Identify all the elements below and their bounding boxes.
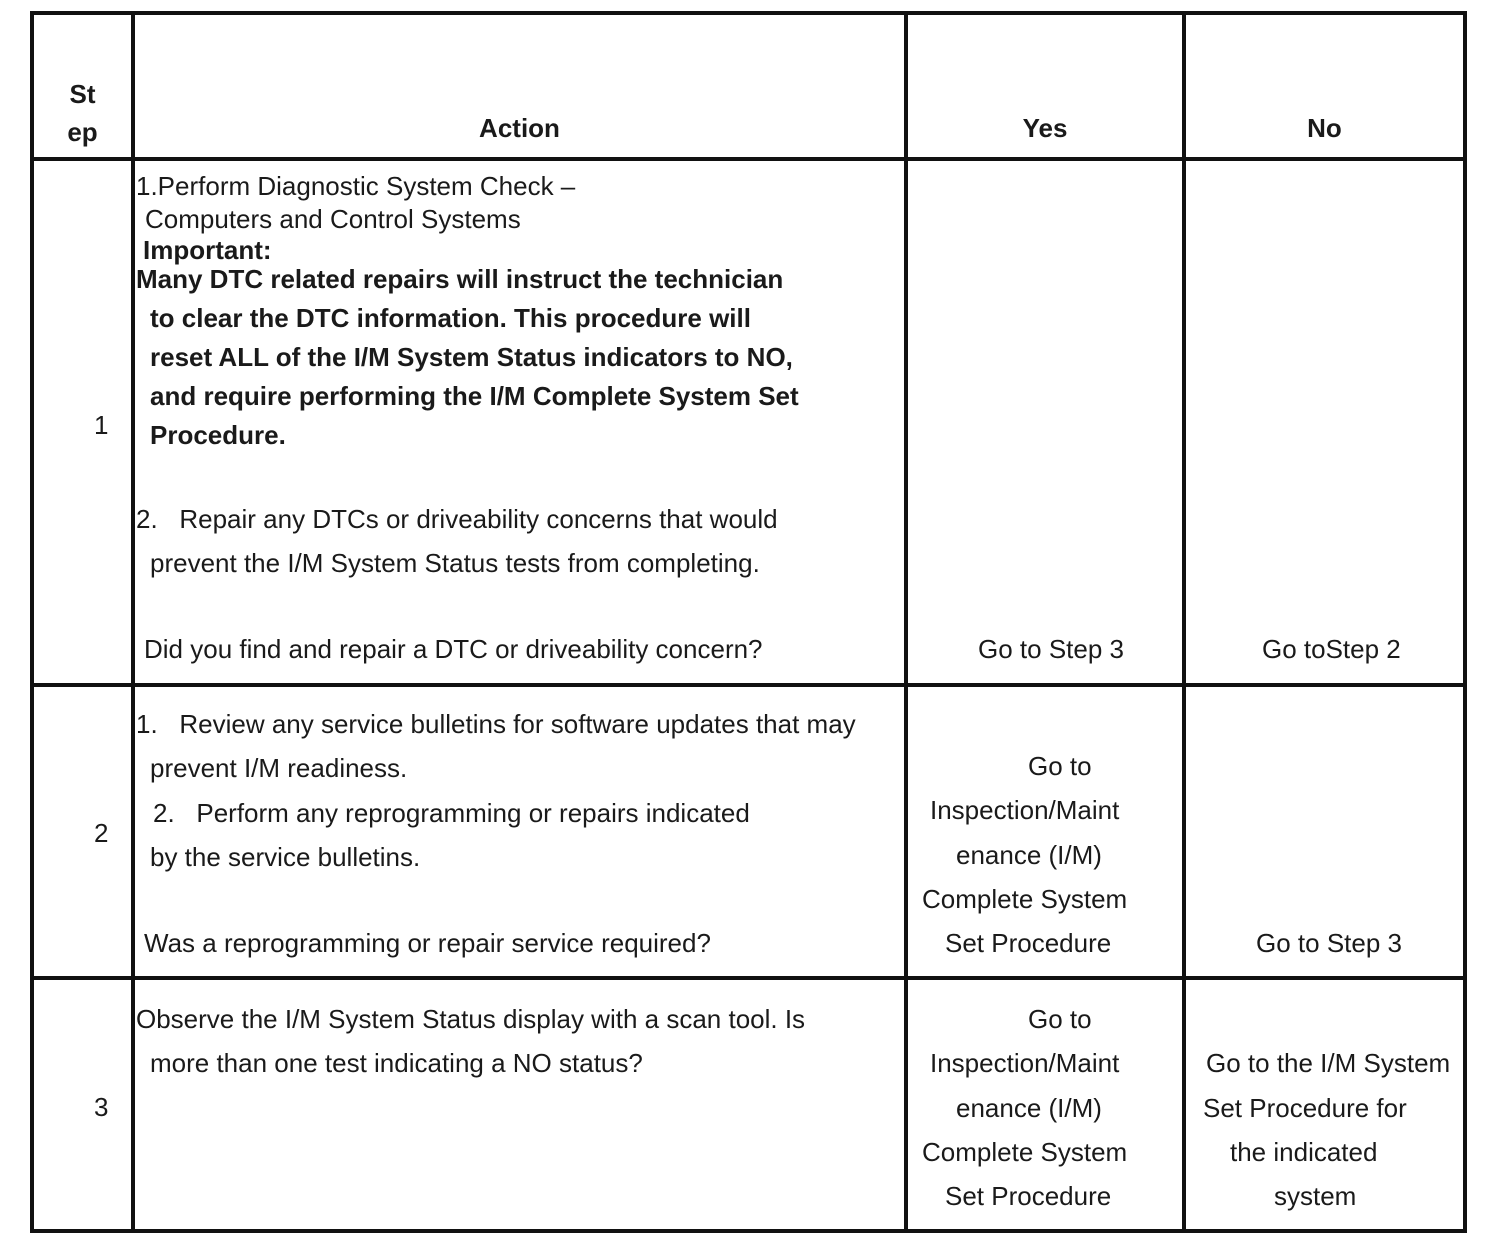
- row1-action-line2: Computers and Control Systems: [145, 204, 521, 234]
- column-divider-action: [904, 11, 908, 1233]
- table-border-top: [30, 11, 1467, 15]
- row3-yes-line2: Inspection/Maint: [930, 1048, 1120, 1078]
- row3-action-line2: more than one test indicating a NO status?: [150, 1048, 643, 1078]
- row2-yes-line2: Inspection/Maint: [930, 795, 1120, 825]
- header-step-line2: ep: [67, 117, 98, 147]
- row3-yes-line1: Go to: [1028, 1004, 1092, 1034]
- row3-step: 3: [94, 1092, 109, 1122]
- row3-yes-line3: enance (I/M): [956, 1093, 1102, 1123]
- column-divider-step: [131, 11, 135, 1233]
- header-no: No: [1307, 113, 1342, 143]
- row3-no-line2: Set Procedure for: [1203, 1093, 1407, 1123]
- row2-no: Go to Step 3: [1256, 928, 1402, 958]
- row1-question: Did you find and repair a DTC or driveability concern?: [144, 634, 763, 664]
- row3-action-line1: Observe the I/M System Status display with a scan tool. Is: [136, 1004, 806, 1034]
- row2-action-line4: by the service bulletins.: [150, 842, 421, 872]
- header-step-line1: St: [69, 79, 96, 109]
- row-divider-2: [30, 976, 1467, 980]
- row1-yes: Go to Step 3: [978, 634, 1124, 664]
- row2-action-line3: 2. Perform any reprogramming or repairs indicated: [153, 798, 750, 828]
- row3-no-line3: the indicated: [1230, 1137, 1378, 1167]
- row2-action-line2: prevent I/M readiness.: [150, 753, 408, 783]
- row3-no-line1: Go to the I/M System: [1206, 1048, 1451, 1078]
- row1-important-line2: to clear the DTC information. This procedure will: [150, 303, 751, 333]
- row2-yes-line3: enance (I/M): [956, 840, 1102, 870]
- row2-yes-line4: Complete System: [922, 884, 1128, 914]
- row2-step: 2: [94, 818, 109, 848]
- row1-important-line3: reset ALL of the I/M System Status indicators to NO,: [150, 342, 793, 372]
- row2-yes-line5: Set Procedure: [945, 928, 1112, 958]
- row-divider-1: [30, 683, 1467, 687]
- column-divider-yes: [1182, 11, 1186, 1233]
- row1-action-line1: 1.Perform Diagnostic System Check –: [136, 171, 576, 201]
- row3-yes-line4: Complete System: [922, 1137, 1128, 1167]
- row1-no: Go toStep 2: [1262, 634, 1401, 664]
- header-action: Action: [479, 113, 560, 143]
- row3-yes-line5: Set Procedure: [945, 1181, 1112, 1211]
- header-divider: [30, 157, 1467, 161]
- row1-important-line5: Procedure.: [150, 420, 286, 450]
- row1-item2-line2: prevent the I/M System Status tests from completing.: [150, 548, 760, 578]
- row2-question: Was a reprogramming or repair service required?: [144, 928, 711, 958]
- row1-important-line1: Many DTC related repairs will instruct the technician: [136, 264, 784, 294]
- row1-important-line4: and require performing the I/M Complete System Set: [150, 381, 799, 411]
- header-step: [34, 75, 131, 151]
- table-border-right: [1463, 11, 1467, 1233]
- row2-action-line1: 1. Review any service bulletins for software updates that may: [136, 709, 856, 739]
- header-yes: Yes: [1022, 113, 1068, 143]
- row1-step: 1: [94, 410, 109, 440]
- diagnostic-table: [30, 11, 1467, 1233]
- table-border-left: [30, 11, 34, 1233]
- row1-important-label: Important:: [143, 235, 272, 265]
- row1-item2-line1: 2. Repair any DTCs or driveability concerns that would: [136, 504, 778, 534]
- row3-no-line4: system: [1274, 1181, 1357, 1211]
- row2-yes-line1: Go to: [1028, 751, 1092, 781]
- table-border-bottom: [30, 1229, 1467, 1233]
